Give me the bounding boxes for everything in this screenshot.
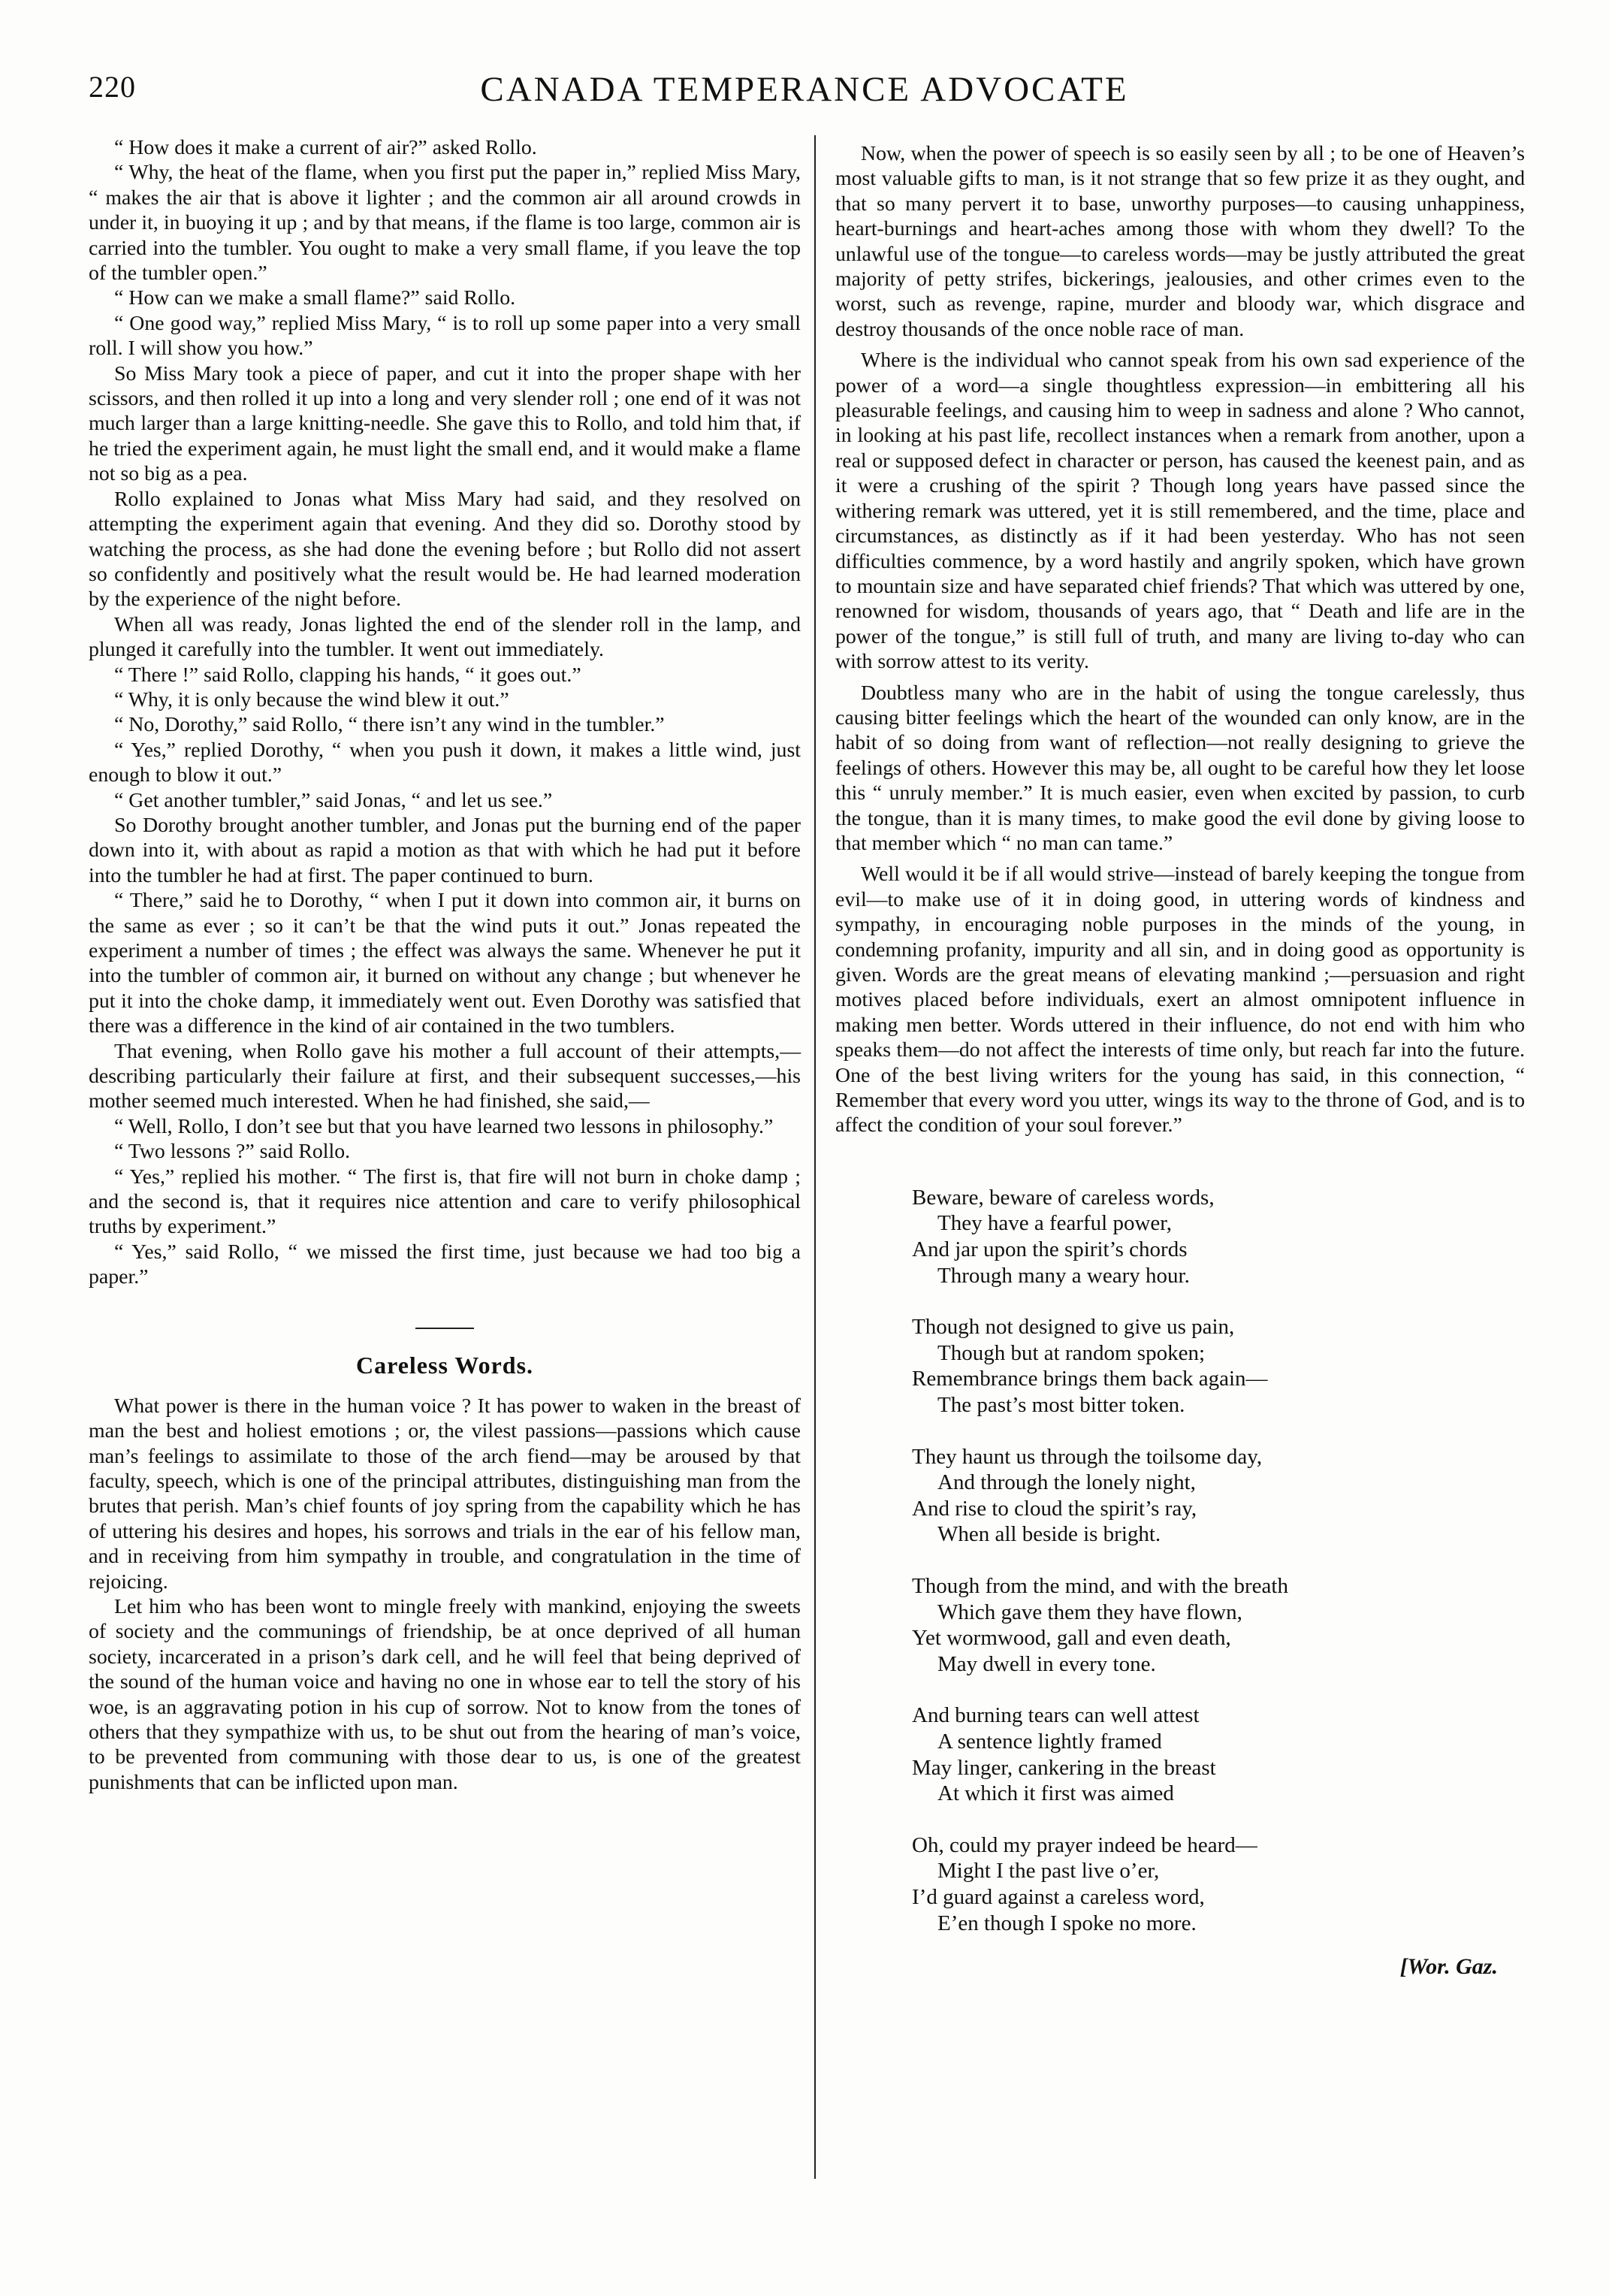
poem-line: At which it first was aimed (937, 1781, 1174, 1806)
story-paragraph: “ No, Dorothy,” said Rollo, “ there isn’t any wind in the tumbler.” (114, 713, 665, 737)
poem-line: The past’s most bitter token. (937, 1393, 1185, 1417)
poem-line: And through the lonely night, (937, 1470, 1196, 1495)
poem-line: Beware, beware of careless words, (912, 1185, 1215, 1210)
poem-line: E’en though I spoke no more. (937, 1911, 1197, 1935)
story-paragraph: “ Yes,” replied his mother. “ The first is, that fire will not burn in choke damp ; and the second is, that it requires nice attention and care to verify philosophical truths by experiment.” (89, 1165, 801, 1239)
poem-line: Which gave them they have flown, (937, 1600, 1242, 1624)
poem-line: They haunt us through the toilsome day, (912, 1444, 1263, 1469)
story-paragraph: “ Get another tumbler,” said Jonas, “ and let us see.” (114, 788, 553, 812)
article-paragraph: Where is the individual who cannot speak from his own sad experience of the power of a word—a single thoughtless expression—in embittering all his pleasurable feelings, and causing him to weep in sadness and alone ? Who cannot, in looking at his past life, recollect instances when a remark from another, upon a real or supposed defect in character or person, has caused the keenest pain, and as it were a crushing of the spirit ? Though long years have passed since the withering remark was uttered, yet it is still remembered, and the time, place and circumstances, as distinctly as if it had been yesterday. Who has not seen difficulties commence, by a word hastily and angrily spoken, which have grown to mountain size and have separated chief friends? That which was uttered by one, renowned for wisdom, thousands of years ago, that “ Death and life are in the power of the tongue,” is still full of truth, and many are living to-day who can with sorrow attest to its verity. (835, 349, 1525, 674)
section-divider (415, 1328, 474, 1329)
story-paragraph: When all was ready, Jonas lighted the end of the slender roll in the lamp, and plunged it carefully into the tumbler. It went out immediately. (89, 612, 801, 662)
journal-title: CANADA TEMPERANCE ADVOCATE (480, 70, 1129, 109)
story-paragraph: So Miss Mary took a piece of paper, and cut it into the proper shape with her scissors, and then rolled it up into a long and very slender roll ; one end of it was not much larger than a large knitting-needle. She gave this to Rollo, and told him that, if he tried the experiment again, he must light the small end, and it would make a flame not so big as a pea. (89, 361, 801, 486)
story-paragraph: “ Well, Rollo, I don’t see but that you have learned two lessons in philosophy.” (114, 1114, 774, 1138)
source-credit: [Wor. Gaz. (1399, 1954, 1498, 1980)
poem-line: And rise to cloud the spirit’s ray, (912, 1496, 1197, 1521)
poem-line: Through many a weary hour. (937, 1263, 1190, 1288)
story-paragraph: So Dorothy brought another tumbler, and Jonas put the burning end of the paper down into it, with about as rapid a motion as that with which he had put it before into the tumbler he had at first. The paper continued to burn. (89, 813, 801, 887)
poem-stanza (912, 1832, 1525, 1936)
right-column (835, 135, 1525, 1980)
story-paragraph: Rollo explained to Jonas what Miss Mary had said, and they resolved on attempting the experiment again that evening. And they did so. Dorothy stood by watching the process, as she had done the evening before ; but Rollo did not assert so confidently and positively what the result would be. He had learned moderation by the experience of the night before. (89, 487, 801, 612)
story-continuation (89, 135, 801, 1290)
page-number: 220 (89, 70, 136, 104)
poem-stanza (912, 1573, 1525, 1677)
poem-stanza (912, 1185, 1525, 1288)
story-paragraph: “ One good way,” replied Miss Mary, “ is to roll up some paper into a very small roll. I will show you how.” (89, 311, 801, 361)
poem-stanza (912, 1444, 1525, 1548)
article-paragraph: Well would it be if all would strive—instead of barely keeping the tongue from evil—to make use of it in doing good, in uttering words of kindness and sympathy, in encouraging noble purposes in the minds of the young, in condemning profanity, impurity and all sin, and in doing good as opportunity is given. Words are the great means of elevating mankind ;—persuasion and right motives placed before individuals, exert an almost omnipotent influence in making men better. Words uttered in their influence, do not end with him who speaks them—do not affect the interests of time only, but reach far into the future. One of the best living writers for the young has said, in this connection, “ Remember that every word you utter, wings its way to the throne of God, and is to affect the condition of your soul forever.” (835, 863, 1525, 1137)
poem-line: They have a fearful power, (937, 1211, 1173, 1236)
poem-line: And jar upon the spirit’s chords (912, 1237, 1188, 1262)
poem-line: A sentence lightly framed (937, 1729, 1162, 1754)
left-column (89, 135, 801, 1795)
story-paragraph: “ Two lessons ?” said Rollo. (114, 1140, 351, 1164)
story-paragraph: “ Yes,” replied Dorothy, “ when you push it down, it makes a little wind, just enough to blow it out.” (89, 738, 801, 787)
article-paragraph: Doubtless many who are in the habit of using the tongue carelessly, thus causing bitter feelings which the heart of the wounded can only know, are in the habit of so doing from want of reflection—not really designing to grieve the feelings of others. However this may be, all ought to be careful how they let loose this “ unruly member.” It is much easier, even when excited by passion, to curb the tongue, than it is many times, to make good the evil done by giving loose to that member which “ no man can tame.” (835, 681, 1525, 855)
story-paragraph: “ There !” said Rollo, clapping his hands, “ it goes out.” (114, 663, 581, 687)
poem-line: Though not designed to give us pain, (912, 1315, 1235, 1340)
poem-line: When all beside is bright. (937, 1522, 1161, 1547)
poem-line: May linger, cankering in the breast (912, 1755, 1216, 1780)
article-paragraph: Now, when the power of speech is so easily seen by all ; to be one of Heaven’s most valuable gifts to man, is it not strange that so few prize it as they ought, and that so many pervert it to base, unworthy purposes—to causing unhappiness, heart-burnings and heart-aches among those with whom they dwell? To the unlawful use of the tongue—to careless words—may be justly attributed the great majority of petty strifes, bickerings, jealousies, and other crimes even to the worst, such as revenge, rapine, murder and bloody war, which disgrace and destroy thousands of the once noble race of man. (835, 142, 1525, 341)
poem-line: I’d guard against a careless word, (912, 1884, 1205, 1909)
article-paragraph: Let him who has been wont to mingle freely with mankind, enjoying the sweets of society and the communings of friendship, be at once deprived of all human society, incarcerated in a prison’s dark cell, and he will feel that being deprived of the sound of the human voice and having no one in whose ear to tell the story of his woe, is an aggravating potion in his cup of sorrow. Not to know from the tones of others that they sympathize with us, to be shut out from the hearing of man’s voice, to be prevented from communing with those dear to us, is one of the greatest punishments that can be inflicted upon man. (89, 1594, 801, 1794)
story-paragraph: “ Yes,” said Rollo, “ we missed the first time, just because we had too big a paper.” (89, 1240, 801, 1289)
poem-line: Though from the mind, and with the breath (912, 1573, 1288, 1598)
poem-stanza (912, 1702, 1525, 1806)
poem-stanza (912, 1314, 1525, 1418)
story-paragraph: “ How can we make a small flame?” said Rollo. (114, 286, 516, 310)
article-paragraph: What power is there in the human voice ? It has power to waken in the breast of man the best and holiest emotions ; or, the vilest passions—passions which cause man’s feelings to assimilate to those of the arch fiend—may be aroused by that faculty, speech, which is one of the principal attributes, distinguishing man from the brutes that perish. Man’s chief founts of joy spring from the capability which he has of uttering his desires and hopes, his sorrows and trials in the ear of his fellow man, and in receiving from him sympathy in trouble, and congratulation in the time of rejoicing. (89, 1394, 801, 1594)
poem-line: Oh, could my prayer indeed be heard— (912, 1832, 1257, 1857)
poem-line: Might I the past live o’er, (937, 1859, 1160, 1884)
poem-line: And burning tears can well attest (912, 1703, 1200, 1728)
story-paragraph: “ How does it make a current of air?” asked Rollo. (114, 136, 537, 159)
poem-line: Though but at random spoken; (937, 1340, 1206, 1365)
article-title: Careless Words. (355, 1351, 534, 1379)
story-paragraph: “ Why, it is only because the wind blew it out.” (114, 687, 509, 711)
story-paragraph: “ There,” said he to Dorothy, “ when I put it down into common air, it burns on the same as ever ; so it can’t be that the wind puts it out.” Jonas repeated the experiment a number of times ; the effect was always the same. Whenever he put it into the tumbler of common air, it burned on without any change ; but whenever he put it into the choke damp, it immediately went out. Even Dorothy was satisfied that there was a difference in the kind of air contained in the two tumblers. (89, 889, 801, 1038)
poem-line: Yet wormwood, gall and even death, (912, 1626, 1231, 1651)
poem-line: May dwell in every tone. (937, 1651, 1156, 1676)
column-divider (814, 135, 816, 2179)
poem (912, 1185, 1525, 1936)
poem-line: Remembrance brings them back again— (912, 1367, 1268, 1391)
story-paragraph: “ Why, the heat of the flame, when you first put the paper in,” replied Miss Mary, “ makes the air that is above it lighter ; and the common air all around crowds in under it, in buoying it up ; and by that means, if the flame is too large, common air is carried into the tumbler. You ought to make a very small flame, if you leave the top of the tumbler open.” (89, 161, 801, 285)
page-header (89, 69, 1520, 122)
story-paragraph: That evening, when Rollo gave his mother a full account of their attempts,—describing particularly their failure at first, and their subsequent successes,—his mother seemed much interested. When he had finished, she said,— (89, 1039, 801, 1113)
